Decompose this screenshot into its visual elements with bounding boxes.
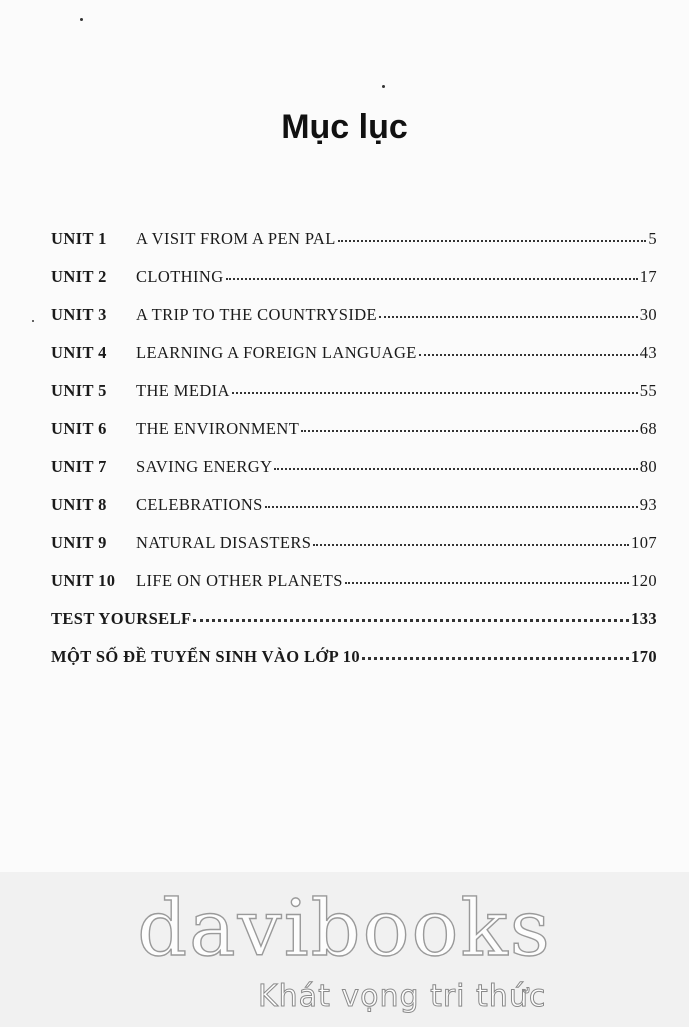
toc-entry[interactable] bbox=[51, 571, 657, 609]
toc-unit-number: UNIT 7 bbox=[51, 457, 107, 476]
toc-page-number: 93 bbox=[639, 495, 657, 514]
dot-leader bbox=[362, 656, 629, 660]
dot-leader bbox=[232, 391, 638, 394]
toc-page-number: 55 bbox=[639, 381, 657, 400]
dot-leader bbox=[419, 353, 638, 356]
toc-entry-test-yourself[interactable] bbox=[51, 609, 657, 647]
toc-unit-number: UNIT 4 bbox=[51, 343, 107, 362]
toc-unit-title: THE MEDIA bbox=[136, 381, 230, 400]
toc-entry-entrance-exams[interactable] bbox=[51, 647, 657, 685]
dot-leader bbox=[226, 277, 638, 280]
toc-unit-number: UNIT 3 bbox=[51, 305, 107, 324]
toc-unit-title: THE ENVIRONMENT bbox=[136, 419, 300, 438]
dot-leader bbox=[379, 315, 638, 318]
toc-unit-number: UNIT 5 bbox=[51, 381, 107, 400]
toc-unit-title: A VISIT FROM A PEN PAL bbox=[136, 229, 336, 248]
dot-leader bbox=[193, 618, 629, 622]
toc-unit-title: SAVING ENERGY bbox=[136, 457, 273, 476]
toc-entry[interactable] bbox=[51, 381, 657, 419]
toc-page-number: 68 bbox=[639, 419, 657, 438]
dot-leader bbox=[274, 467, 637, 470]
dot-leader bbox=[345, 581, 629, 584]
toc-entry[interactable] bbox=[51, 229, 657, 267]
scan-speck bbox=[32, 320, 34, 322]
dot-leader bbox=[265, 505, 638, 508]
toc-unit-number: UNIT 6 bbox=[51, 419, 107, 438]
toc-page-number: 133 bbox=[631, 609, 657, 628]
table-of-contents bbox=[51, 229, 657, 685]
toc-unit-title: CELEBRATIONS bbox=[136, 495, 263, 514]
toc-page-number: 43 bbox=[639, 343, 657, 362]
publisher-logo: davibooks bbox=[137, 884, 552, 974]
page-title: Mục lục bbox=[281, 108, 408, 146]
dot-leader bbox=[301, 429, 638, 432]
toc-page-number: 120 bbox=[631, 571, 657, 590]
toc-unit-number: UNIT 2 bbox=[51, 267, 107, 286]
toc-entry[interactable] bbox=[51, 495, 657, 533]
toc-page-number: 107 bbox=[631, 533, 657, 552]
publisher-tagline: Khát vọng tri thức bbox=[258, 979, 547, 1014]
scan-speck bbox=[382, 85, 385, 88]
dot-leader bbox=[338, 239, 647, 242]
toc-entry[interactable] bbox=[51, 305, 657, 343]
toc-entry[interactable] bbox=[51, 343, 657, 381]
toc-unit-title: CLOTHING bbox=[136, 267, 224, 286]
toc-entry[interactable] bbox=[51, 457, 657, 495]
toc-section-title: MỘT SỐ ĐỀ TUYỂN SINH VÀO LỚP 10 bbox=[51, 647, 361, 666]
toc-unit-title: LEARNING A FOREIGN LANGUAGE bbox=[136, 343, 417, 362]
toc-page-number: 5 bbox=[648, 229, 657, 248]
toc-page-number: 170 bbox=[631, 647, 657, 666]
toc-unit-title: LIFE ON OTHER PLANETS bbox=[136, 571, 343, 590]
toc-unit-number: UNIT 9 bbox=[51, 533, 107, 552]
dot-leader bbox=[313, 543, 629, 546]
toc-entry[interactable] bbox=[51, 419, 657, 457]
toc-unit-title: NATURAL DISASTERS bbox=[136, 533, 312, 552]
toc-unit-number: UNIT 10 bbox=[51, 571, 116, 590]
toc-unit-number: UNIT 1 bbox=[51, 229, 107, 248]
toc-page-number: 17 bbox=[639, 267, 657, 286]
toc-entry[interactable] bbox=[51, 533, 657, 571]
toc-page-number: 80 bbox=[639, 457, 657, 476]
toc-unit-title: A TRIP TO THE COUNTRYSIDE bbox=[136, 305, 378, 324]
toc-section-title: TEST YOURSELF bbox=[51, 609, 192, 628]
toc-unit-number: UNIT 8 bbox=[51, 495, 107, 514]
toc-entry[interactable] bbox=[51, 267, 657, 305]
toc-page-number: 30 bbox=[639, 305, 657, 324]
scan-speck bbox=[80, 18, 83, 21]
